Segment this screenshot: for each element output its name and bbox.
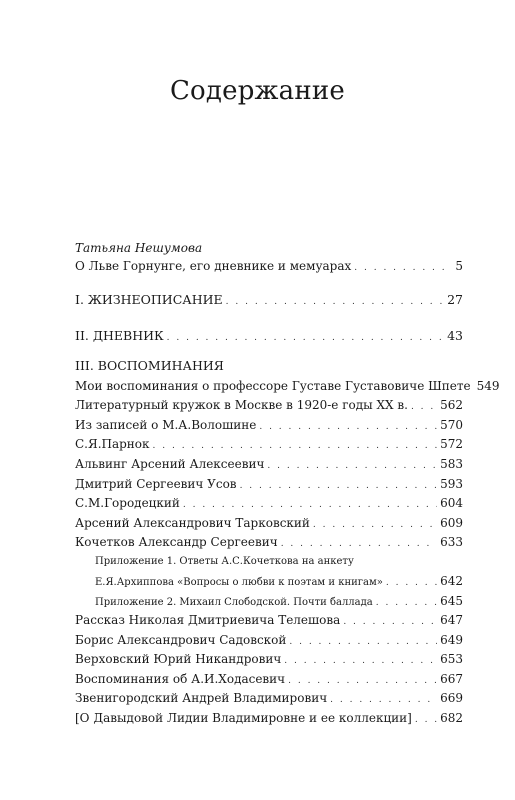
leader-dots: [289, 633, 437, 653]
entry-page: 633: [440, 535, 463, 550]
entry-title: Борис Александрович Садовской: [75, 632, 287, 647]
section-title: I. ЖИЗНЕОПИСАНИЕ: [75, 291, 223, 307]
entry-page: 604: [440, 496, 463, 511]
leader-dots: [259, 418, 437, 438]
entry-title: Рассказ Николая Дмитриевича Телешова: [75, 612, 341, 627]
toc-entry[interactable]: [75, 709, 463, 729]
entry-page: 642: [440, 573, 463, 588]
section-page: 27: [447, 291, 463, 307]
entry-title: Воспоминания об А.И.Ходасевич: [75, 671, 286, 686]
entry-title: С.Я.Парнок: [75, 437, 150, 452]
entry-page: 572: [440, 437, 463, 452]
toc-entry[interactable]: [75, 494, 463, 514]
leader-dots: [415, 711, 437, 731]
toc-entry[interactable]: [75, 611, 463, 631]
toc-appendix-2[interactable]: [75, 591, 463, 611]
entry-title: Арсений Александрович Тарковский: [75, 515, 310, 530]
toc-entry[interactable]: [75, 670, 463, 690]
table-of-contents: [75, 240, 500, 729]
intro-author: Татьяна Нешумова: [75, 241, 203, 255]
entry-page: 649: [440, 632, 463, 647]
toc-entry[interactable]: [75, 650, 463, 670]
leader-dots: [343, 613, 437, 633]
section-page: 43: [447, 327, 463, 343]
entry-page: 647: [440, 612, 463, 627]
entry-page: 682: [440, 710, 463, 725]
entry-page: 562: [440, 398, 463, 413]
toc-section-diary[interactable]: [75, 325, 463, 347]
section-title: II. ДНЕВНИК: [75, 327, 164, 343]
toc-entry[interactable]: [75, 416, 463, 436]
leader-dots: [226, 291, 444, 313]
entry-page: 583: [440, 456, 463, 471]
entry-page: 5: [455, 259, 463, 273]
toc-entry[interactable]: [75, 475, 463, 495]
toc-section-biography[interactable]: [75, 289, 463, 311]
leader-dots: [411, 398, 437, 418]
leader-dots: [284, 652, 437, 672]
leader-dots: [354, 259, 452, 279]
toc-entry[interactable]: [75, 631, 463, 651]
toc-appendix-1-line-1: Приложение 1. Ответы А.С.Кочеткова на анкету: [95, 555, 354, 567]
leader-dots: [313, 516, 437, 536]
toc-appendix-1[interactable]: [75, 571, 463, 591]
entry-title: Дмитрий Сергеевич Усов: [75, 476, 237, 491]
entry-page: 593: [440, 476, 463, 491]
entry-title: Приложение 2. Михаил Слободской. Почти баллада: [95, 596, 373, 608]
toc-entry-intro[interactable]: [75, 257, 463, 277]
entry-page: 549: [476, 378, 500, 393]
entry-page: 609: [440, 515, 463, 530]
entry-title: Мои воспоминания о профессоре Густаве Густавовиче Шпете: [75, 378, 471, 393]
entry-title: Из записей о М.А.Волошине: [75, 417, 257, 432]
leader-dots: [167, 327, 444, 349]
toc-section-memoirs-heading: [75, 355, 463, 377]
entry-page: 667: [440, 671, 463, 686]
leader-dots: [240, 477, 438, 497]
entry-title: Кочетков Александр Сергеевич: [75, 535, 278, 550]
section-title: III. ВОСПОМИНАНИЯ: [75, 357, 224, 373]
entry-title: Верховский Юрий Никандрович: [75, 652, 282, 667]
entry-title: Е.Я.Архиппова «Вопросы о любви к поэтам и книгам»: [95, 576, 383, 588]
leader-dots: [281, 535, 437, 555]
entry-title: Альвинг Арсений Алексеевич: [75, 456, 265, 471]
toc-entry[interactable]: [75, 455, 463, 475]
leader-dots: [386, 573, 437, 593]
entry-title: О Льве Горнунге, его дневнике и мемуарах: [75, 259, 352, 273]
toc-entry[interactable]: [75, 377, 500, 397]
entry-title: [О Давыдовой Лидии Владимировне и ее коллекции]: [75, 710, 412, 725]
toc-entry[interactable]: [75, 533, 463, 553]
toc-entry[interactable]: [75, 435, 463, 455]
leader-dots: [376, 593, 437, 613]
entry-page: 645: [440, 593, 463, 608]
entry-page: 653: [440, 652, 463, 667]
page-title: Содержание: [169, 76, 346, 106]
toc-entry[interactable]: [75, 689, 463, 709]
entry-title: Литературный кружок в Москве в 1920-е годы XX в.: [75, 398, 408, 413]
entry-title: С.М.Городецкий: [75, 496, 180, 511]
entry-page: 570: [440, 417, 463, 432]
toc-entry[interactable]: [75, 514, 463, 534]
entry-title: Звенигородский Андрей Владимирович: [75, 691, 328, 706]
leader-dots: [267, 457, 437, 477]
entry-page: 669: [440, 691, 463, 706]
toc-entry[interactable]: [75, 396, 463, 416]
